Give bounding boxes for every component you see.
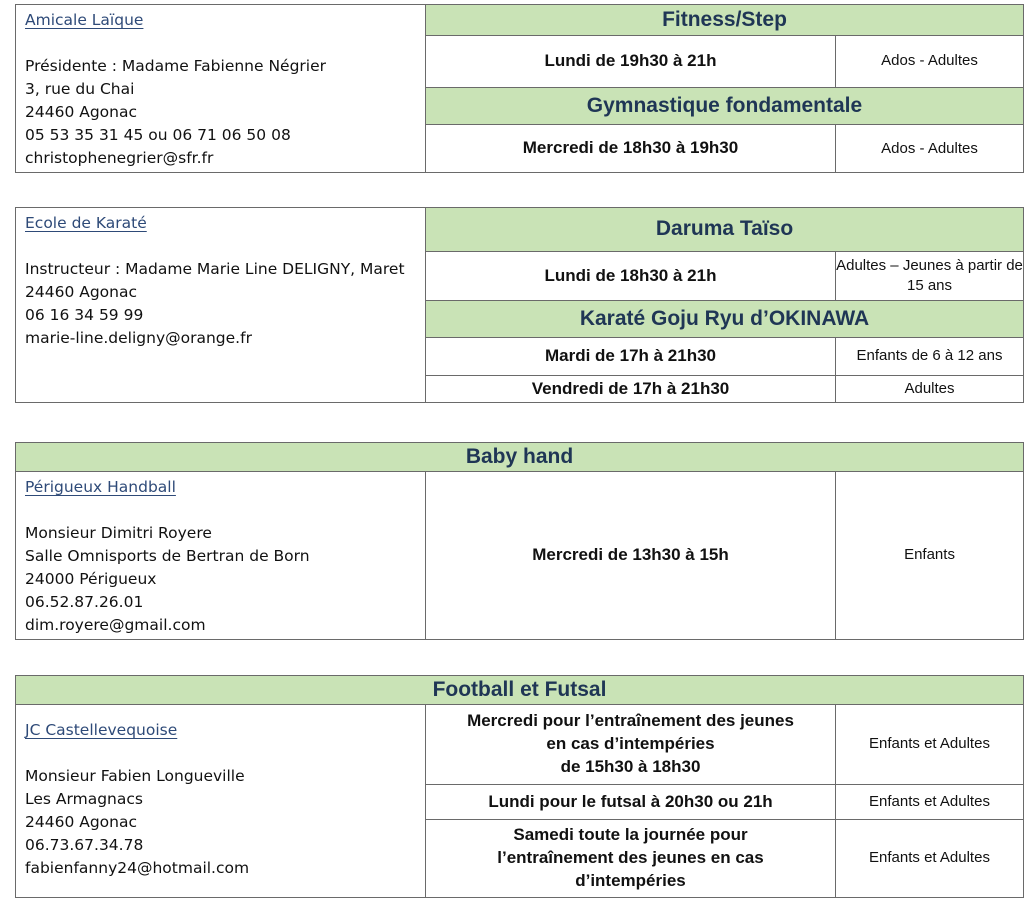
contact-line: 24000 Périgueux <box>25 570 157 588</box>
schedule-time-line: d’intempéries <box>575 870 686 890</box>
schedule-audience: Enfants et Adultes <box>836 785 1024 820</box>
schedule-time: Mardi de 17h à 21h30 <box>426 338 836 376</box>
organization-contact <box>16 705 426 898</box>
organization-contact <box>16 5 426 173</box>
organization-contact <box>16 472 426 640</box>
schedule-time <box>426 705 836 785</box>
contact-line: 24460 Agonac <box>25 813 138 831</box>
activity-title: Gymnastique fondamentale <box>426 87 1024 124</box>
schedule-time-line: Mercredi pour l’entraînement des jeunes <box>467 711 794 731</box>
contact-line: Monsieur Dimitri Royere <box>25 524 212 542</box>
schedule-time-line: de 15h30 à 18h30 <box>560 756 701 776</box>
schedule-time: Vendredi de 17h à 21h30 <box>426 376 836 403</box>
activity-table-amicale-laique <box>15 4 1024 173</box>
contact-email: dim.royere@gmail.com <box>25 616 206 634</box>
schedule-audience: Enfants et Adultes <box>836 820 1024 898</box>
schedule-time-line: Lundi pour le futsal à 20h30 ou 21h <box>488 791 773 811</box>
schedule-time: Mercredi de 13h30 à 15h <box>426 472 836 640</box>
contact-line: 05 53 35 31 45 ou 06 71 06 50 08 <box>25 126 291 144</box>
contact-line: 24460 Agonac <box>25 283 138 301</box>
activity-title: Football et Futsal <box>16 676 1024 705</box>
schedule-time <box>426 820 836 898</box>
schedule-time-line: l’entraînement des jeunes en cas <box>497 848 764 868</box>
schedule-time: Lundi de 19h30 à 21h <box>426 36 836 88</box>
contact-line: Présidente : Madame Fabienne Négrier <box>25 57 327 75</box>
contact-line: Instructeur : Madame Marie Line DELIGNY, Maret <box>25 260 405 278</box>
activity-table-football-futsal <box>15 675 1024 898</box>
schedule-audience: Ados - Adultes <box>836 125 1024 173</box>
contact-line: 24460 Agonac <box>25 103 138 121</box>
schedule-time <box>426 785 836 820</box>
activity-title: Karaté Goju Ryu d’OKINAWA <box>426 301 1024 338</box>
contact-email: christophenegrier@sfr.fr <box>25 149 214 167</box>
contact-line: Les Armagnacs <box>25 790 143 808</box>
contact-line: Monsieur Fabien Longueville <box>25 767 245 785</box>
schedule-time-line: en cas d’intempéries <box>546 734 715 754</box>
contact-line: 06 16 34 59 99 <box>25 306 144 324</box>
activity-table-ecole-karate <box>15 207 1024 403</box>
schedule-audience: Enfants <box>836 472 1024 640</box>
schedule-audience: Enfants et Adultes <box>836 705 1024 785</box>
schedule-audience: Ados - Adultes <box>836 36 1024 88</box>
organization-name[interactable]: Ecole de Karaté <box>25 214 147 232</box>
organization-name[interactable]: Périgueux Handball <box>25 478 176 496</box>
activity-title: Daruma Taïso <box>426 208 1024 252</box>
schedule-audience: Enfants de 6 à 12 ans <box>836 338 1024 376</box>
activity-title: Baby hand <box>16 443 1024 472</box>
contact-email: fabienfanny24@hotmail.com <box>25 859 250 877</box>
activity-title: Fitness/Step <box>426 5 1024 36</box>
contact-line: Salle Omnisports de Bertran de Born <box>25 547 310 565</box>
schedule-audience: Adultes – Jeunes à partir de 15 ans <box>836 252 1024 301</box>
activity-table-baby-hand <box>15 442 1024 640</box>
contact-email: marie-line.deligny@orange.fr <box>25 329 252 347</box>
organization-contact <box>16 208 426 403</box>
schedule-time: Lundi de 18h30 à 21h <box>426 252 836 301</box>
schedule-time-line: Samedi toute la journée pour <box>513 825 748 845</box>
schedule-time: Mercredi de 18h30 à 19h30 <box>426 125 836 173</box>
contact-line: 06.52.87.26.01 <box>25 593 144 611</box>
contact-line: 3, rue du Chai <box>25 80 135 98</box>
schedule-audience: Adultes <box>836 376 1024 403</box>
organization-name[interactable]: Amicale Laïque <box>25 11 144 29</box>
organization-name[interactable]: JC Castellevequoise <box>25 721 178 739</box>
contact-line: 06.73.67.34.78 <box>25 836 144 854</box>
